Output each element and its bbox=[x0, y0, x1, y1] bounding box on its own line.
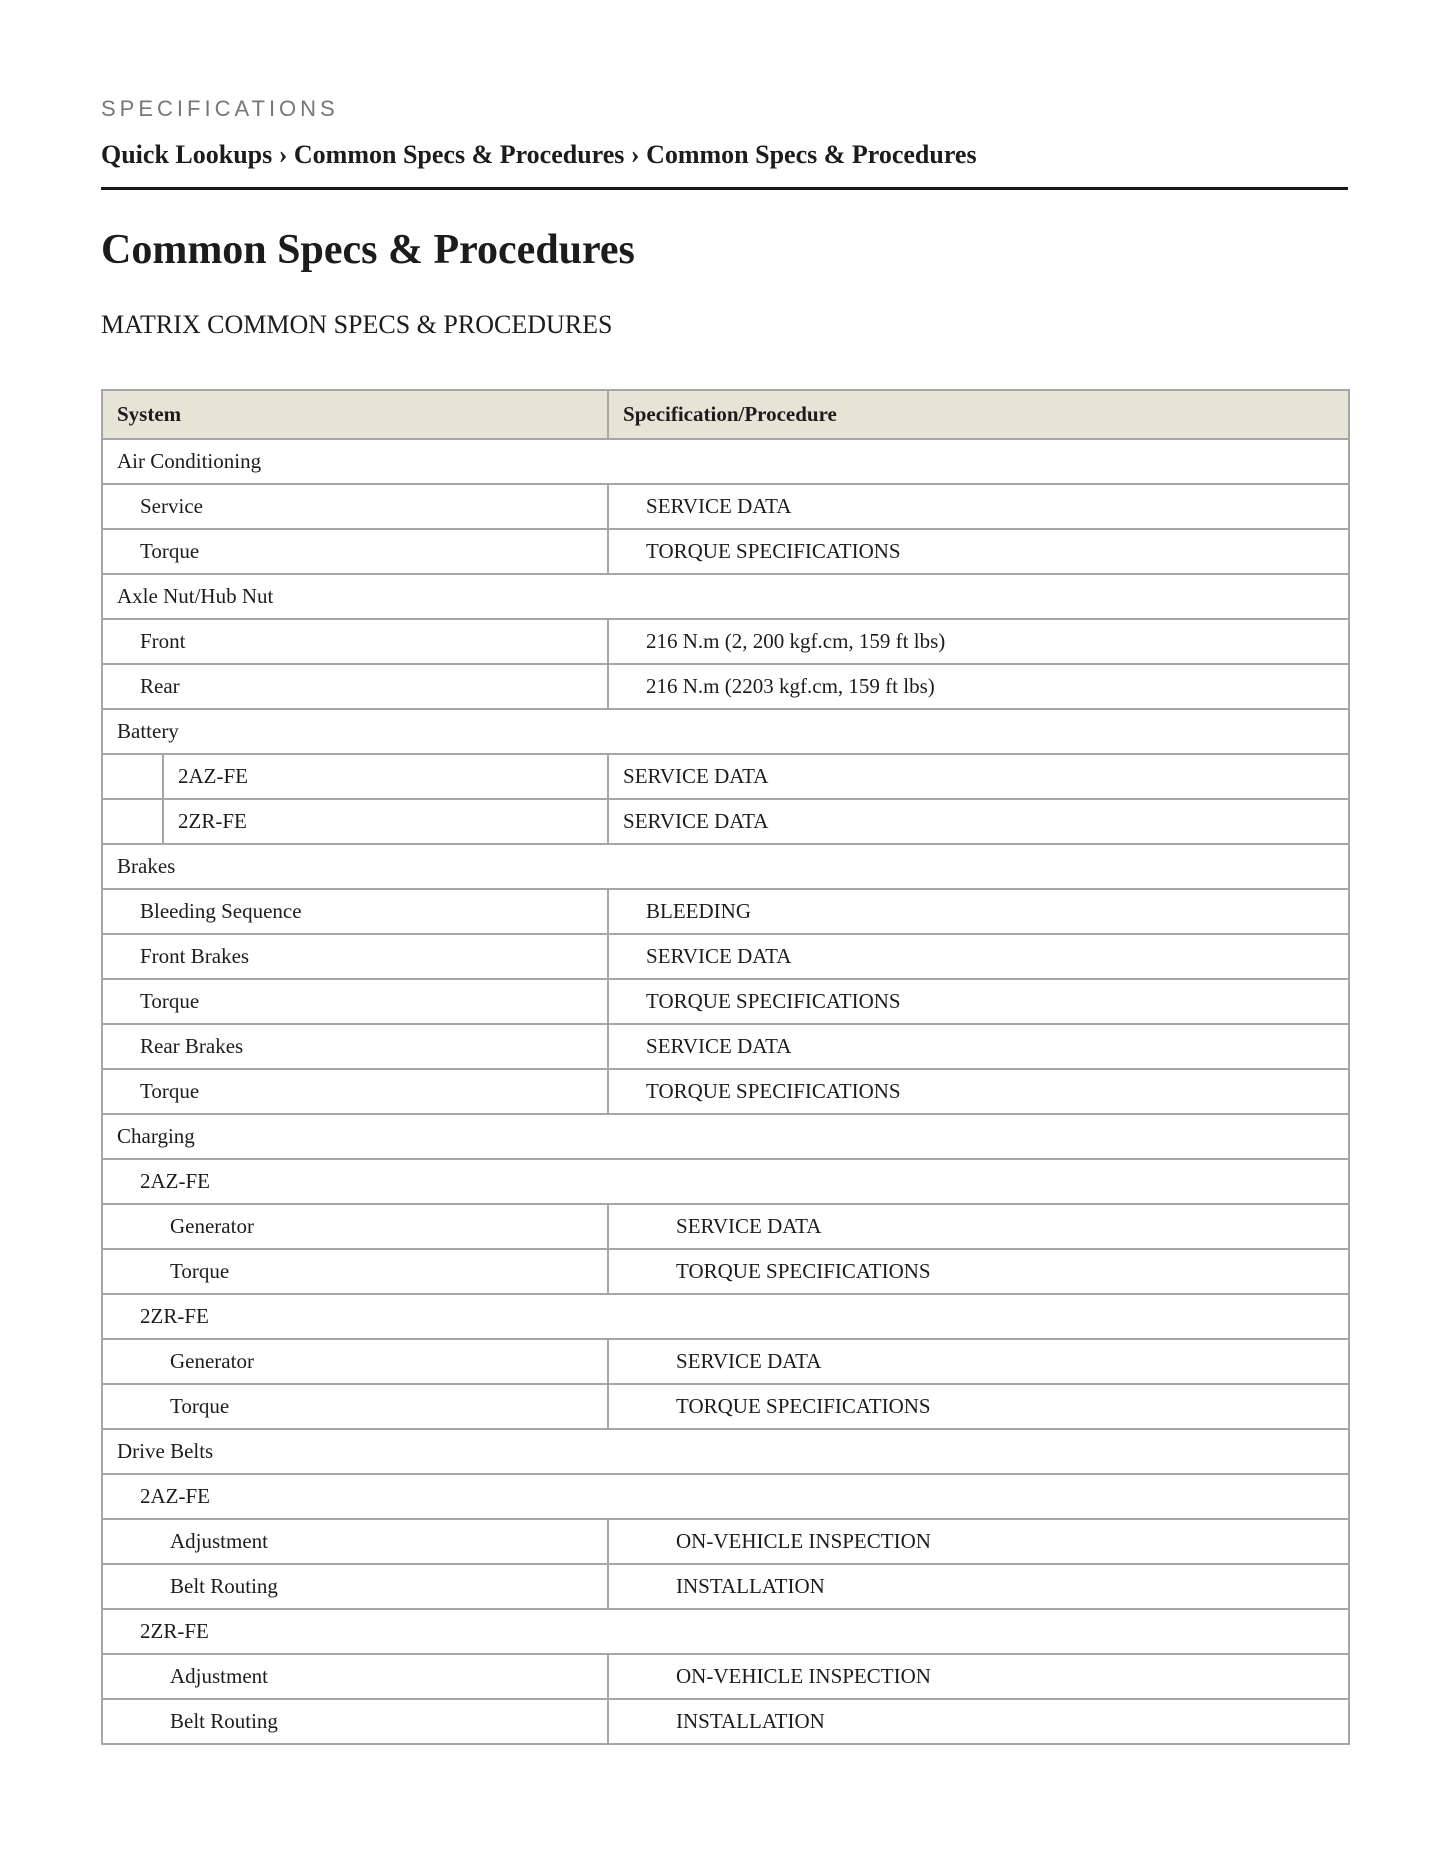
group-label-cell: 2ZR-FE bbox=[102, 1294, 1349, 1339]
spec-cell: BLEEDING bbox=[608, 889, 1349, 934]
group-label-cell: Battery bbox=[102, 709, 1349, 754]
table-row bbox=[102, 529, 1349, 574]
spec-cell: TORQUE SPECIFICATIONS bbox=[608, 529, 1349, 574]
system-cell: Torque bbox=[102, 529, 608, 574]
indent-spacer-cell bbox=[102, 754, 163, 799]
table-row bbox=[102, 1069, 1349, 1114]
specs-table bbox=[101, 389, 1350, 1745]
column-header-system: System bbox=[102, 390, 608, 439]
system-cell: Generator bbox=[102, 1204, 608, 1249]
table-row bbox=[102, 484, 1349, 529]
table-row bbox=[102, 1339, 1349, 1384]
spec-cell: TORQUE SPECIFICATIONS bbox=[608, 979, 1349, 1024]
section-label: SPECIFICATIONS bbox=[101, 96, 339, 121]
spec-cell: SERVICE DATA bbox=[608, 1024, 1349, 1069]
system-cell: Front bbox=[102, 619, 608, 664]
system-cell: Torque bbox=[102, 1069, 608, 1114]
spec-cell: SERVICE DATA bbox=[608, 754, 1349, 799]
group-label-cell: Brakes bbox=[102, 844, 1349, 889]
group-label-cell: Charging bbox=[102, 1114, 1349, 1159]
table-row bbox=[102, 1519, 1349, 1564]
table-row bbox=[102, 619, 1349, 664]
system-cell: Adjustment bbox=[102, 1519, 608, 1564]
table-row bbox=[102, 934, 1349, 979]
system-cell: Generator bbox=[102, 1339, 608, 1384]
table-row bbox=[102, 1654, 1349, 1699]
system-cell: Belt Routing bbox=[102, 1564, 608, 1609]
spec-cell: 216 N.m (2, 200 kgf.cm, 159 ft lbs) bbox=[608, 619, 1349, 664]
group-label-cell: 2AZ-FE bbox=[102, 1474, 1349, 1519]
system-cell: Belt Routing bbox=[102, 1699, 608, 1744]
system-cell: 2AZ-FE bbox=[163, 754, 608, 799]
group-label-cell: Air Conditioning bbox=[102, 439, 1349, 484]
system-cell: Torque bbox=[102, 979, 608, 1024]
header-divider bbox=[101, 187, 1348, 190]
breadcrumb: Quick Lookups › Common Specs & Procedures › Common Specs & Procedures bbox=[101, 140, 977, 169]
spec-cell: ON-VEHICLE INSPECTION bbox=[608, 1654, 1349, 1699]
table-body bbox=[102, 439, 1349, 1744]
spec-cell: TORQUE SPECIFICATIONS bbox=[608, 1069, 1349, 1114]
table-group-row bbox=[102, 574, 1349, 619]
table-row bbox=[102, 1249, 1349, 1294]
table-group-row bbox=[102, 1114, 1349, 1159]
table-row bbox=[102, 1699, 1349, 1744]
spec-cell: TORQUE SPECIFICATIONS bbox=[608, 1384, 1349, 1429]
spec-cell: SERVICE DATA bbox=[608, 799, 1349, 844]
system-cell: Adjustment bbox=[102, 1654, 608, 1699]
page-subtitle: MATRIX COMMON SPECS & PROCEDURES bbox=[101, 310, 613, 339]
spec-cell: 216 N.m (2203 kgf.cm, 159 ft lbs) bbox=[608, 664, 1349, 709]
table-group-row bbox=[102, 844, 1349, 889]
spec-cell: SERVICE DATA bbox=[608, 934, 1349, 979]
system-cell: Bleeding Sequence bbox=[102, 889, 608, 934]
table-group-row bbox=[102, 439, 1349, 484]
spec-cell: SERVICE DATA bbox=[608, 1204, 1349, 1249]
table-row bbox=[102, 1564, 1349, 1609]
spec-cell: INSTALLATION bbox=[608, 1699, 1349, 1744]
system-cell: Front Brakes bbox=[102, 934, 608, 979]
system-cell: Rear bbox=[102, 664, 608, 709]
table-group-row bbox=[102, 1429, 1349, 1474]
system-cell: Rear Brakes bbox=[102, 1024, 608, 1069]
spec-cell: SERVICE DATA bbox=[608, 1339, 1349, 1384]
system-cell: Torque bbox=[102, 1249, 608, 1294]
spec-cell: ON-VEHICLE INSPECTION bbox=[608, 1519, 1349, 1564]
group-label-cell: 2ZR-FE bbox=[102, 1609, 1349, 1654]
table-row bbox=[102, 664, 1349, 709]
table-row bbox=[102, 799, 1349, 844]
table-group-row bbox=[102, 1159, 1349, 1204]
group-label-cell: Axle Nut/Hub Nut bbox=[102, 574, 1349, 619]
page-title: Common Specs & Procedures bbox=[101, 227, 635, 273]
table-row bbox=[102, 754, 1349, 799]
table-row bbox=[102, 889, 1349, 934]
system-cell: Service bbox=[102, 484, 608, 529]
spec-cell: TORQUE SPECIFICATIONS bbox=[608, 1249, 1349, 1294]
spec-cell: INSTALLATION bbox=[608, 1564, 1349, 1609]
table-row bbox=[102, 979, 1349, 1024]
group-label-cell: 2AZ-FE bbox=[102, 1159, 1349, 1204]
table-group-row bbox=[102, 1474, 1349, 1519]
group-label-cell: Drive Belts bbox=[102, 1429, 1349, 1474]
system-cell: Torque bbox=[102, 1384, 608, 1429]
system-cell: 2ZR-FE bbox=[163, 799, 608, 844]
indent-spacer-cell bbox=[102, 799, 163, 844]
table-row bbox=[102, 1024, 1349, 1069]
table-group-row bbox=[102, 1294, 1349, 1339]
table-group-row bbox=[102, 709, 1349, 754]
table-row bbox=[102, 1204, 1349, 1249]
column-header-spec: Specification/Procedure bbox=[608, 390, 1349, 439]
table-row bbox=[102, 1384, 1349, 1429]
table-header-row bbox=[102, 390, 1349, 439]
spec-cell: SERVICE DATA bbox=[608, 484, 1349, 529]
table-group-row bbox=[102, 1609, 1349, 1654]
